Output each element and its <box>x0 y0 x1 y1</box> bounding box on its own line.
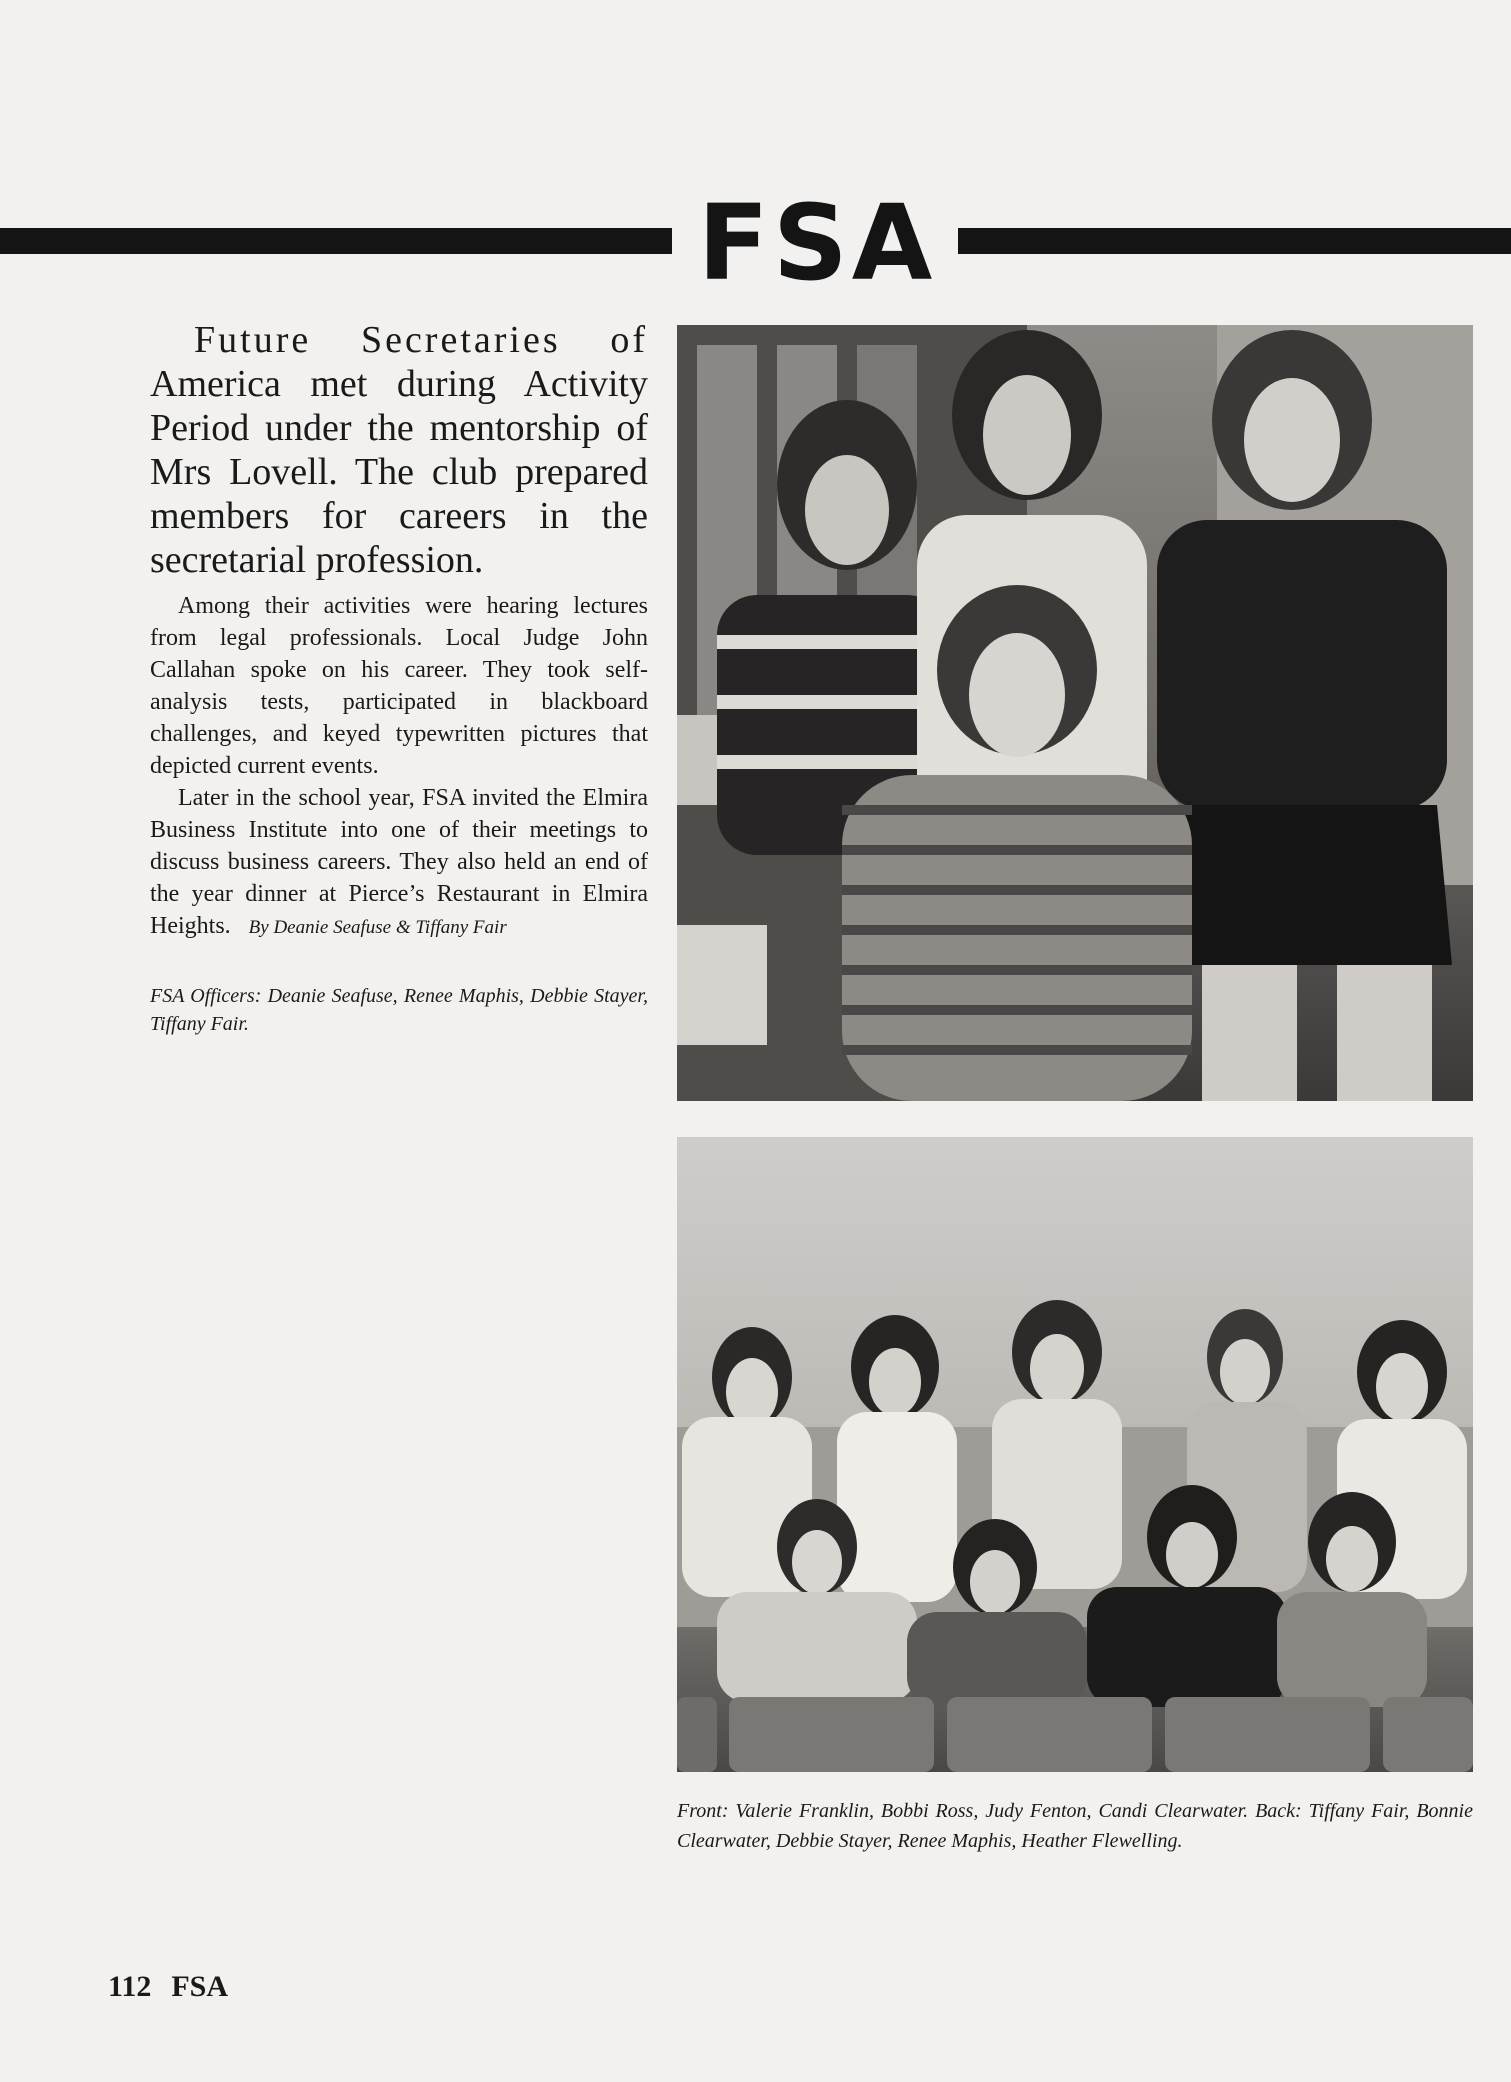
lead-rest: America met during Activity Period under the mentorship of Mrs Lovell. The club prepared members for careers in the secretarial profession. <box>150 363 648 581</box>
group-photo-graphic <box>677 1137 1473 1772</box>
officers-photo <box>677 325 1473 1101</box>
byline: By Deanie Seafuse & Tiffany Fair <box>248 917 507 938</box>
group-photo <box>677 1137 1473 1772</box>
body-paragraph-2 <box>150 782 648 944</box>
lead-paragraph <box>150 318 648 582</box>
article-column <box>150 318 648 1038</box>
officers-photo-graphic <box>677 325 1473 1101</box>
page-number: 112 <box>108 1970 152 2003</box>
body-paragraph-1: Among their activities were hearing lectures from legal professionals. Local Judge John Callahan spoke on his career. They took self-analysis tests, participated in blackboard challenges, and keyed typewritten pictures that depicted current events. <box>150 593 648 779</box>
lead-first-line: Future Secretaries of <box>194 319 648 361</box>
header-rule-right <box>958 228 1511 254</box>
article-body <box>150 590 648 944</box>
group-photo-caption: Front: Valerie Franklin, Bobbi Ross, Judy Fenton, Candi Clearwater. Back: Tiffany Fair, Bonnie Clearwater, Debbie Stayer, Renee Maphis, Heather Flewelling. <box>677 1800 1473 1852</box>
header-rule-left <box>0 228 672 254</box>
officers-caption: FSA Officers: Deanie Seafuse, Renee Maphis, Debbie Stayer, Tiffany Fair. <box>150 985 648 1035</box>
page-title: FSA <box>697 182 937 304</box>
page-folio <box>108 1970 248 2004</box>
footer-section: FSA <box>171 1970 229 2003</box>
body-paragraph-2-text: Later in the school year, FSA invited the Elmira Business Institute into one of their meetings to discuss business careers. They also held an end of the year dinner at Pierce’s Restaurant in Elmira Heights. <box>150 785 648 939</box>
